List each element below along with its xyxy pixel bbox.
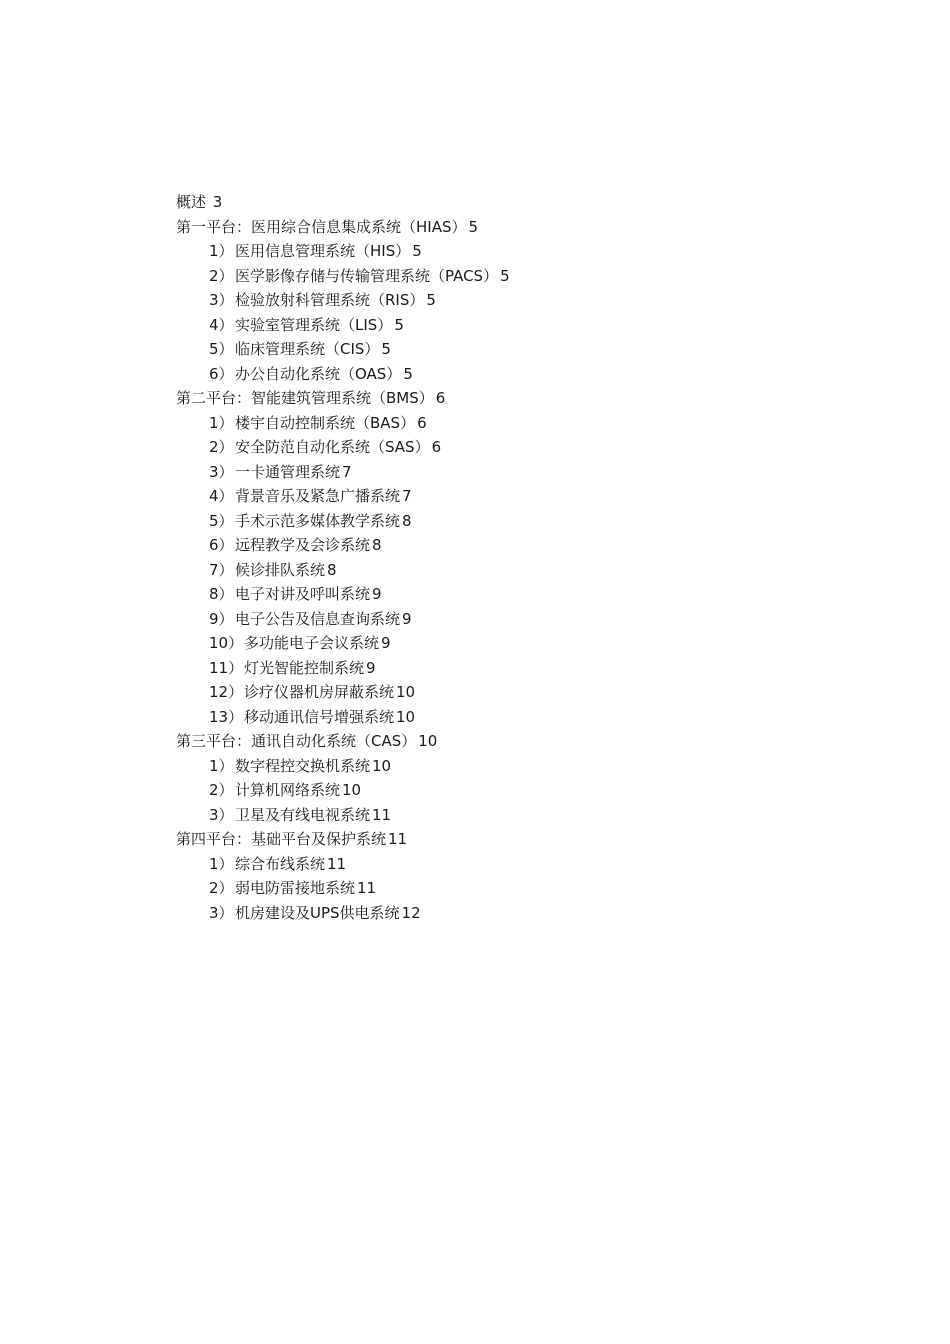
toc-item[interactable] — [176, 754, 876, 779]
toc-item-title: 灯光智能控制系统 — [244, 658, 365, 677]
toc-item-number: 1） — [209, 756, 234, 775]
toc-item-number: 7） — [209, 560, 234, 579]
toc-item-page: 10 — [372, 756, 392, 775]
toc-item-page: 6 — [417, 413, 427, 432]
toc-item-number: 13） — [209, 707, 244, 726]
toc-item-page: 5 — [381, 340, 391, 358]
toc-item-title: 诊疗仪器机房屏蔽系统 — [244, 683, 395, 701]
toc-item[interactable] — [176, 313, 876, 338]
toc-item-title: 检验放射科管理系统（RIS） — [235, 291, 425, 309]
toc-item-title: 机房建设及UPS供电系统 — [235, 903, 400, 922]
toc-item-number: 4） — [209, 315, 234, 334]
toc-item-number: 10） — [209, 634, 244, 652]
toc-item-number: 8） — [209, 585, 234, 603]
toc-item-page: 9 — [372, 585, 382, 603]
toc-item-title: 实验室管理系统（LIS） — [235, 315, 393, 334]
toc-item-title: 安全防范自动化系统（SAS） — [235, 438, 430, 456]
toc-section-heading[interactable] — [176, 386, 876, 411]
toc-item[interactable] — [176, 558, 876, 583]
toc-item-number: 3） — [209, 903, 234, 922]
toc-item[interactable] — [176, 705, 876, 730]
toc-section-title: 第二平台：智能建筑管理系统（BMS） — [176, 389, 434, 407]
toc-item-number: 5） — [209, 511, 234, 530]
toc-section-heading[interactable] — [176, 827, 876, 852]
toc-item[interactable] — [176, 484, 876, 509]
toc-item-page: 5 — [426, 291, 436, 309]
toc-item-title: 电子对讲及呼叫系统 — [235, 585, 371, 603]
toc-item-page: 9 — [402, 609, 412, 628]
toc-item-number: 6） — [209, 364, 234, 383]
toc-item[interactable] — [176, 362, 876, 387]
toc-item-page: 8 — [372, 536, 382, 554]
toc-item[interactable] — [176, 656, 876, 681]
toc-item-page: 12 — [401, 903, 421, 922]
toc-item-title: 多功能电子会议系统 — [244, 634, 380, 652]
toc-item-number: 1） — [209, 413, 234, 432]
toc-item-title: 楼宇自动控制系统（BAS） — [235, 413, 416, 432]
toc-item-number: 3） — [209, 805, 234, 824]
toc-item-page: 5 — [403, 364, 413, 383]
toc-item-page: 7 — [402, 487, 412, 505]
toc-entry-title: 概述 — [176, 193, 207, 211]
toc-item-number: 6） — [209, 536, 234, 554]
toc-item[interactable] — [176, 901, 876, 926]
toc-item[interactable] — [176, 852, 876, 877]
toc-item-number: 1） — [209, 242, 234, 260]
toc-item-title: 办公自动化系统（OAS） — [235, 364, 402, 383]
toc-item-page: 10 — [342, 781, 362, 799]
toc-item-number: 1） — [209, 854, 234, 873]
toc-item-number: 3） — [209, 462, 234, 481]
toc-item-title: 弱电防雷接地系统 — [235, 879, 356, 897]
toc-item-page: 5 — [394, 315, 404, 334]
toc-item-page: 8 — [327, 560, 337, 579]
toc-item[interactable] — [176, 239, 876, 264]
toc-item-number: 11） — [209, 658, 244, 677]
toc-item-number: 2） — [209, 781, 234, 799]
toc-item-title: 数字程控交换机系统 — [235, 756, 371, 775]
toc-item[interactable] — [176, 680, 876, 705]
toc-item[interactable] — [176, 288, 876, 313]
toc-item[interactable] — [176, 264, 876, 289]
toc-section-page: 10 — [418, 732, 438, 750]
toc-item[interactable] — [176, 607, 876, 632]
toc-item-number: 3） — [209, 291, 234, 309]
toc-item[interactable] — [176, 631, 876, 656]
toc-item-page: 9 — [366, 658, 376, 677]
toc-item[interactable] — [176, 582, 876, 607]
toc-item-page: 11 — [357, 879, 377, 897]
toc-item-title: 综合布线系统 — [235, 854, 326, 873]
toc-item-title: 手术示范多媒体教学系统 — [235, 511, 401, 530]
toc-item-title: 远程教学及会诊系统 — [235, 536, 371, 554]
toc-item-title: 背景音乐及紧急广播系统 — [235, 487, 401, 505]
toc-item-page: 11 — [372, 805, 392, 824]
toc-item-title: 电子公告及信息查询系统 — [235, 609, 401, 628]
toc-item-title: 一卡通管理系统 — [235, 462, 341, 481]
toc-item-title: 医学影像存储与传输管理系统（PACS） — [235, 266, 499, 285]
toc-item-number: 2） — [209, 438, 234, 456]
toc-section-page: 6 — [435, 389, 446, 407]
toc-section-heading[interactable] — [176, 215, 876, 240]
toc-item[interactable] — [176, 778, 876, 803]
toc-item-number: 12） — [209, 683, 244, 701]
toc-item-number: 5） — [209, 340, 234, 358]
toc-item-page: 11 — [327, 854, 347, 873]
toc-item-page: 9 — [381, 634, 391, 652]
toc-entry-overview[interactable] — [176, 190, 876, 215]
toc-item[interactable] — [176, 533, 876, 558]
toc-item-title: 临床管理系统（CIS） — [235, 340, 380, 358]
toc-item-page: 10 — [396, 683, 416, 701]
toc-section-page: 5 — [468, 217, 479, 236]
toc-item-number: 9） — [209, 609, 234, 628]
toc-item-page: 8 — [402, 511, 412, 530]
toc-item-page: 5 — [500, 266, 510, 285]
toc-item-title: 移动通讯信号增强系统 — [244, 707, 395, 726]
toc-item[interactable] — [176, 876, 876, 901]
toc-section-page: 11 — [388, 830, 408, 848]
toc-item-title: 医用信息管理系统（HIS） — [235, 242, 411, 260]
toc-item-page: 10 — [396, 707, 416, 726]
toc-item-page: 7 — [342, 462, 352, 481]
toc-section-title: 第三平台：通讯自动化系统（CAS） — [176, 732, 417, 750]
toc-item-number: 2） — [209, 266, 234, 285]
table-of-contents — [176, 190, 876, 925]
toc-item[interactable] — [176, 435, 876, 460]
toc-item[interactable] — [176, 460, 876, 485]
toc-item-title: 计算机网络系统 — [235, 781, 341, 799]
toc-section-title: 第一平台：医用综合信息集成系统（HIAS） — [176, 217, 467, 236]
toc-item-title: 候诊排队系统 — [235, 560, 326, 579]
toc-section-heading[interactable] — [176, 729, 876, 754]
toc-entry-page: 3 — [212, 193, 223, 211]
toc-item-number: 2） — [209, 879, 234, 897]
toc-item-page: 5 — [412, 242, 422, 260]
toc-item[interactable] — [176, 803, 876, 828]
toc-item[interactable] — [176, 411, 876, 436]
toc-item-page: 6 — [431, 438, 442, 456]
toc-item[interactable] — [176, 337, 876, 362]
toc-item-title: 卫星及有线电视系统 — [235, 805, 371, 824]
toc-item[interactable] — [176, 509, 876, 534]
toc-item-number: 4） — [209, 487, 234, 505]
toc-section-title: 第四平台：基础平台及保护系统 — [176, 830, 387, 848]
